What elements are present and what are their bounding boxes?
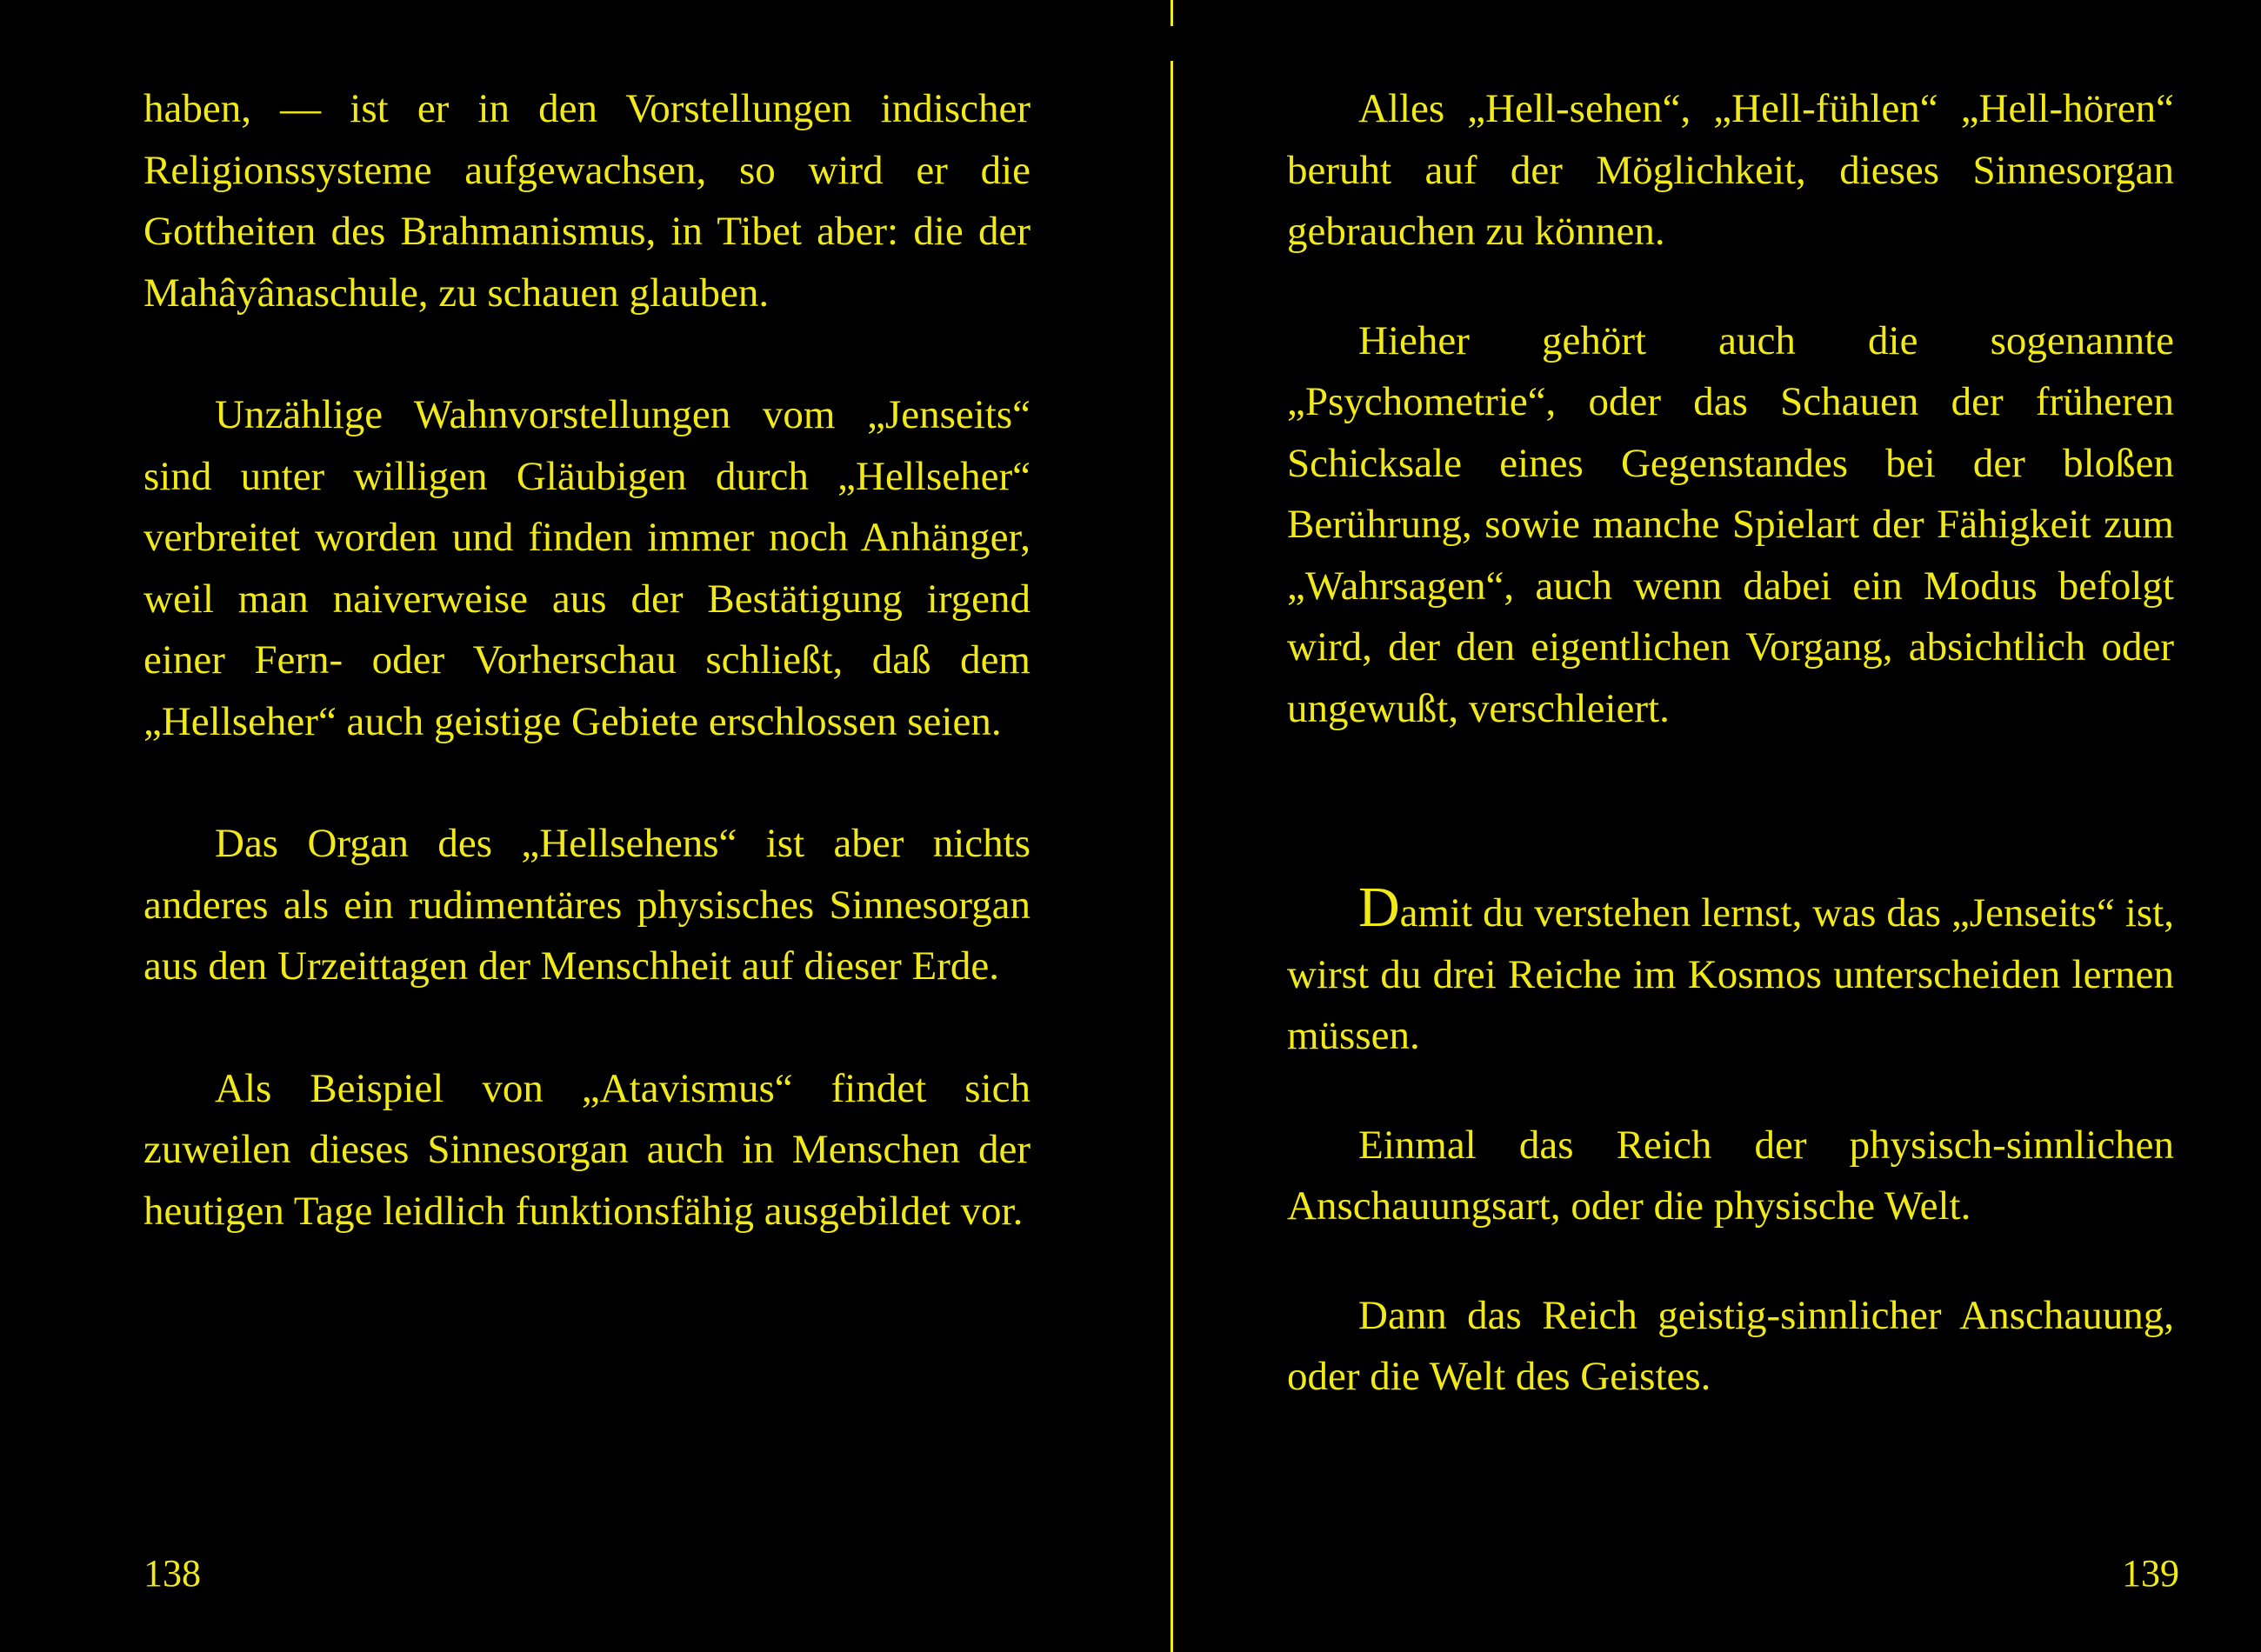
right-page-number: 139 [2122,1552,2179,1595]
right-page [1287,78,2174,1408]
left-paragraph-3: Das Organ des „Hellsehens“ ist aber nichts anderes als ein rudimentäres physisches Sinnesorgan aus den Urzeittagen der Menschheit auf dieser Erde. [143,821,1030,989]
left-paragraph-2: Unzählige Wahnvorstellungen vom „Jenseits“ sind unter willigen Gläubigen durch „Hellseher“ verbreitet worden und finden immer noch Anhänger, weil man naiverweise aus der Bestätigung irgend einer Fern- oder Vorherschau schließt, daß dem „Hellseher“ auch geistige Gebiete erschlossen seien. [143,392,1030,744]
left-paragraph-4: Als Beispiel von „Atavismus“ findet sich zuweilen dieses Sinnesorgan auch in Menschen der heutigen Tage leidlich funktionsfähig ausgebildet vor. [143,1065,1030,1234]
left-page-number: 138 [143,1552,201,1595]
drop-cap: D [1358,876,1400,939]
right-paragraph-2: Hieher gehört auch die sogenannte „Psychometrie“, oder das Schauen der früheren Schicksale eines Gegenstandes bei der bloßen Berührung, sowie manche Spielart der Fähigkeit zum „Wahrsagen“, auch wenn dabei ein Modus befolgt wird, der den eigentlichen Vorgang, absichtlich oder ungewußt, verschleiert. [1287,317,2174,731]
section-opening-text: amit du verstehen lernst, was das „Jenseits“ ist, wirst du drei Reiche im Kosmos unterscheiden lernen müssen. [1287,890,2174,1058]
right-paragraph-1: Alles „Hell-sehen“, „Hell-fühlen“ „Hell-hören“ beruht auf der Möglichkeit, dieses Sinnesorgan gebrauchen zu können. [1287,86,2174,254]
gutter-line-top [1171,0,1173,26]
gutter-line [1171,61,1173,1652]
left-page [143,78,1030,1242]
left-paragraph-1: haben, — ist er in den Vorstellungen indischer Religionssysteme aufgewachsen, so wird er die Gottheiten des Brahmanismus, in Tibet aber: die der Mahâyânaschule, zu schauen glauben. [143,86,1030,316]
right-paragraph-5: Dann das Reich geistig-sinnlicher Anschauung, oder die Welt des Geistes. [1287,1292,2174,1399]
section-opening-paragraph [1287,876,2174,1067]
right-paragraph-4: Einmal das Reich der physisch-sinnlichen Anschauungsart, oder die physische Welt. [1287,1122,2174,1229]
